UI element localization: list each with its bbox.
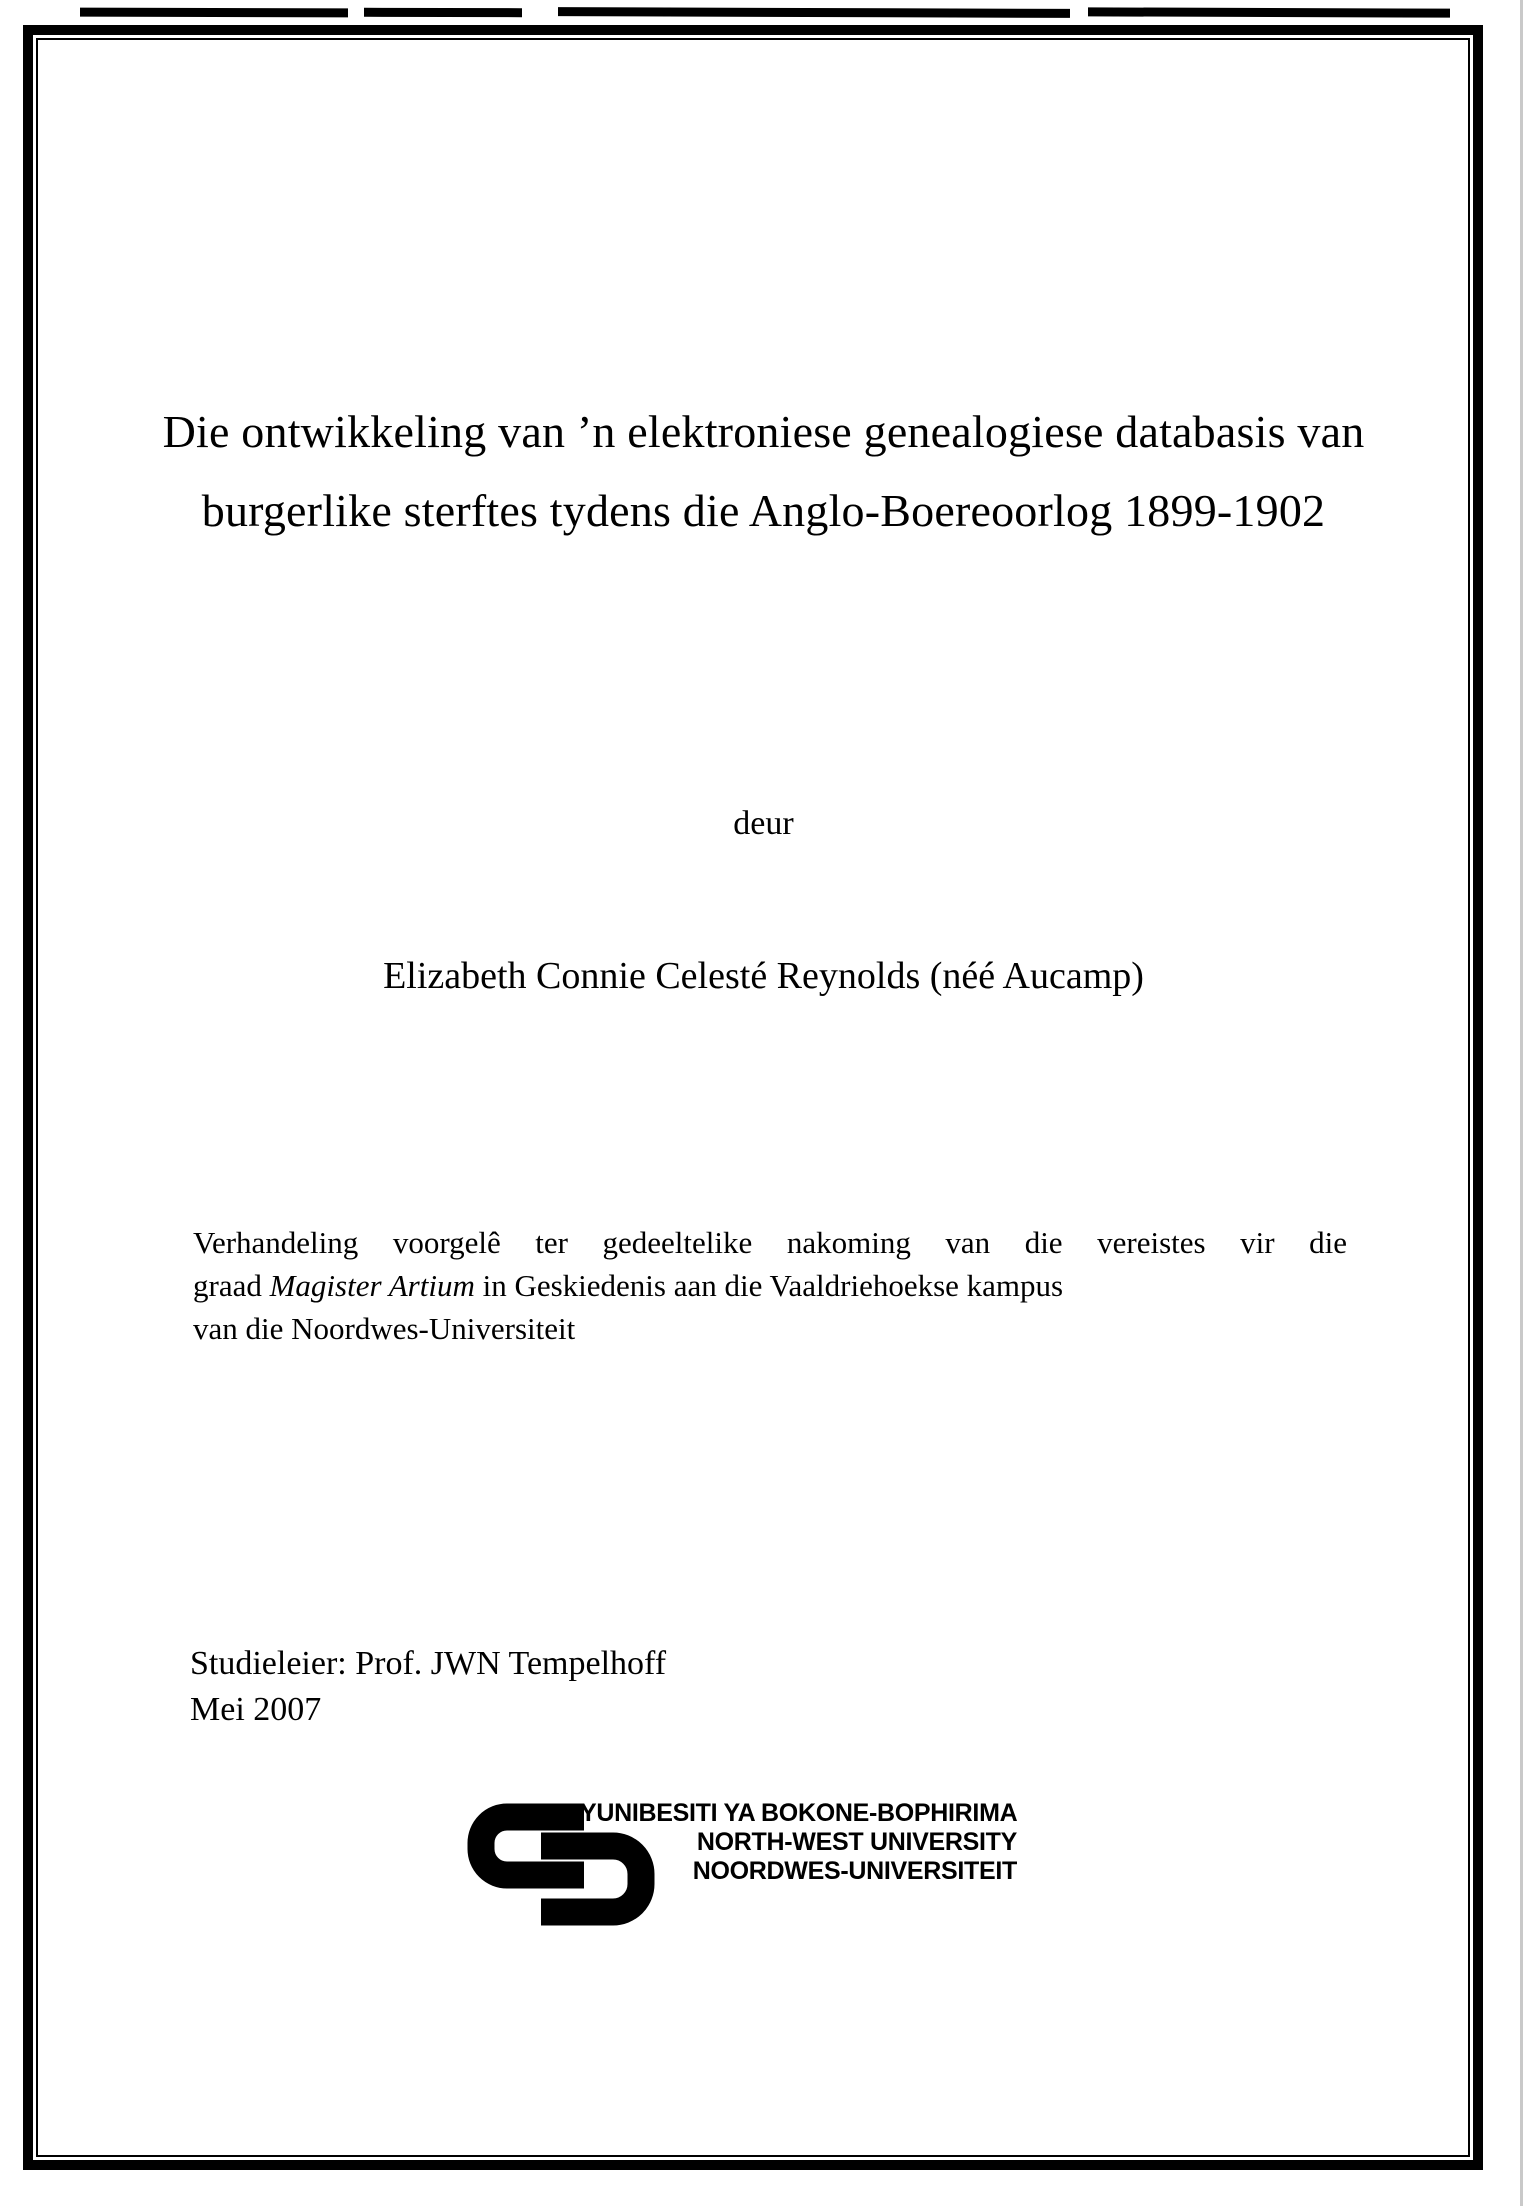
supervisor-line: Studieleier: Prof. JWN Tempelhoff	[190, 1645, 667, 1682]
university-name-setswana: YUNIBESITI YA BOKONE-BOPHIRIMA	[580, 1799, 1018, 1827]
degree-name: Magister Artium	[269, 1268, 475, 1303]
title-line-2: burgerlike sterftes tydens die Anglo-Boereoorlog 1899-1902	[201, 485, 1326, 536]
scan-artifact	[558, 7, 1070, 18]
thesis-statement	[193, 1221, 1347, 1350]
thesis-statement-line-2	[193, 1264, 1347, 1307]
scan-artifact	[80, 8, 348, 18]
university-name-english: NORTH-WEST UNIVERSITY	[696, 1828, 1017, 1856]
thesis-statement-line-3: van die Noordwes-Universiteit	[193, 1311, 576, 1346]
date-line: Mei 2007	[190, 1691, 322, 1728]
scan-artifact	[1088, 7, 1450, 17]
supervisor-block	[190, 1641, 666, 1733]
title-line-1: Die ontwikkeling van ’n elektroniese genealogiese databasis van	[162, 406, 1365, 457]
university-name-afrikaans: NOORDWES-UNIVERSITEIT	[692, 1857, 1017, 1885]
scan-edge-shadow	[1520, 0, 1523, 2206]
byline-preposition: deur	[733, 805, 794, 842]
author-name: Elizabeth Connie Celesté Reynolds (néé Aucamp)	[383, 955, 1144, 997]
thesis-line2-prefix: graad	[193, 1268, 270, 1303]
scan-artifact	[364, 8, 522, 17]
thesis-line2-suffix: in Geskiedenis aan die Vaaldriehoekse kampus	[474, 1268, 1064, 1303]
thesis-statement-line-1: Verhandeling voorgelê ter gedeeltelike nakoming van die vereistes vir die	[193, 1225, 1347, 1260]
university-wordmark	[580, 1799, 1017, 1886]
page-title	[60, 392, 1467, 550]
